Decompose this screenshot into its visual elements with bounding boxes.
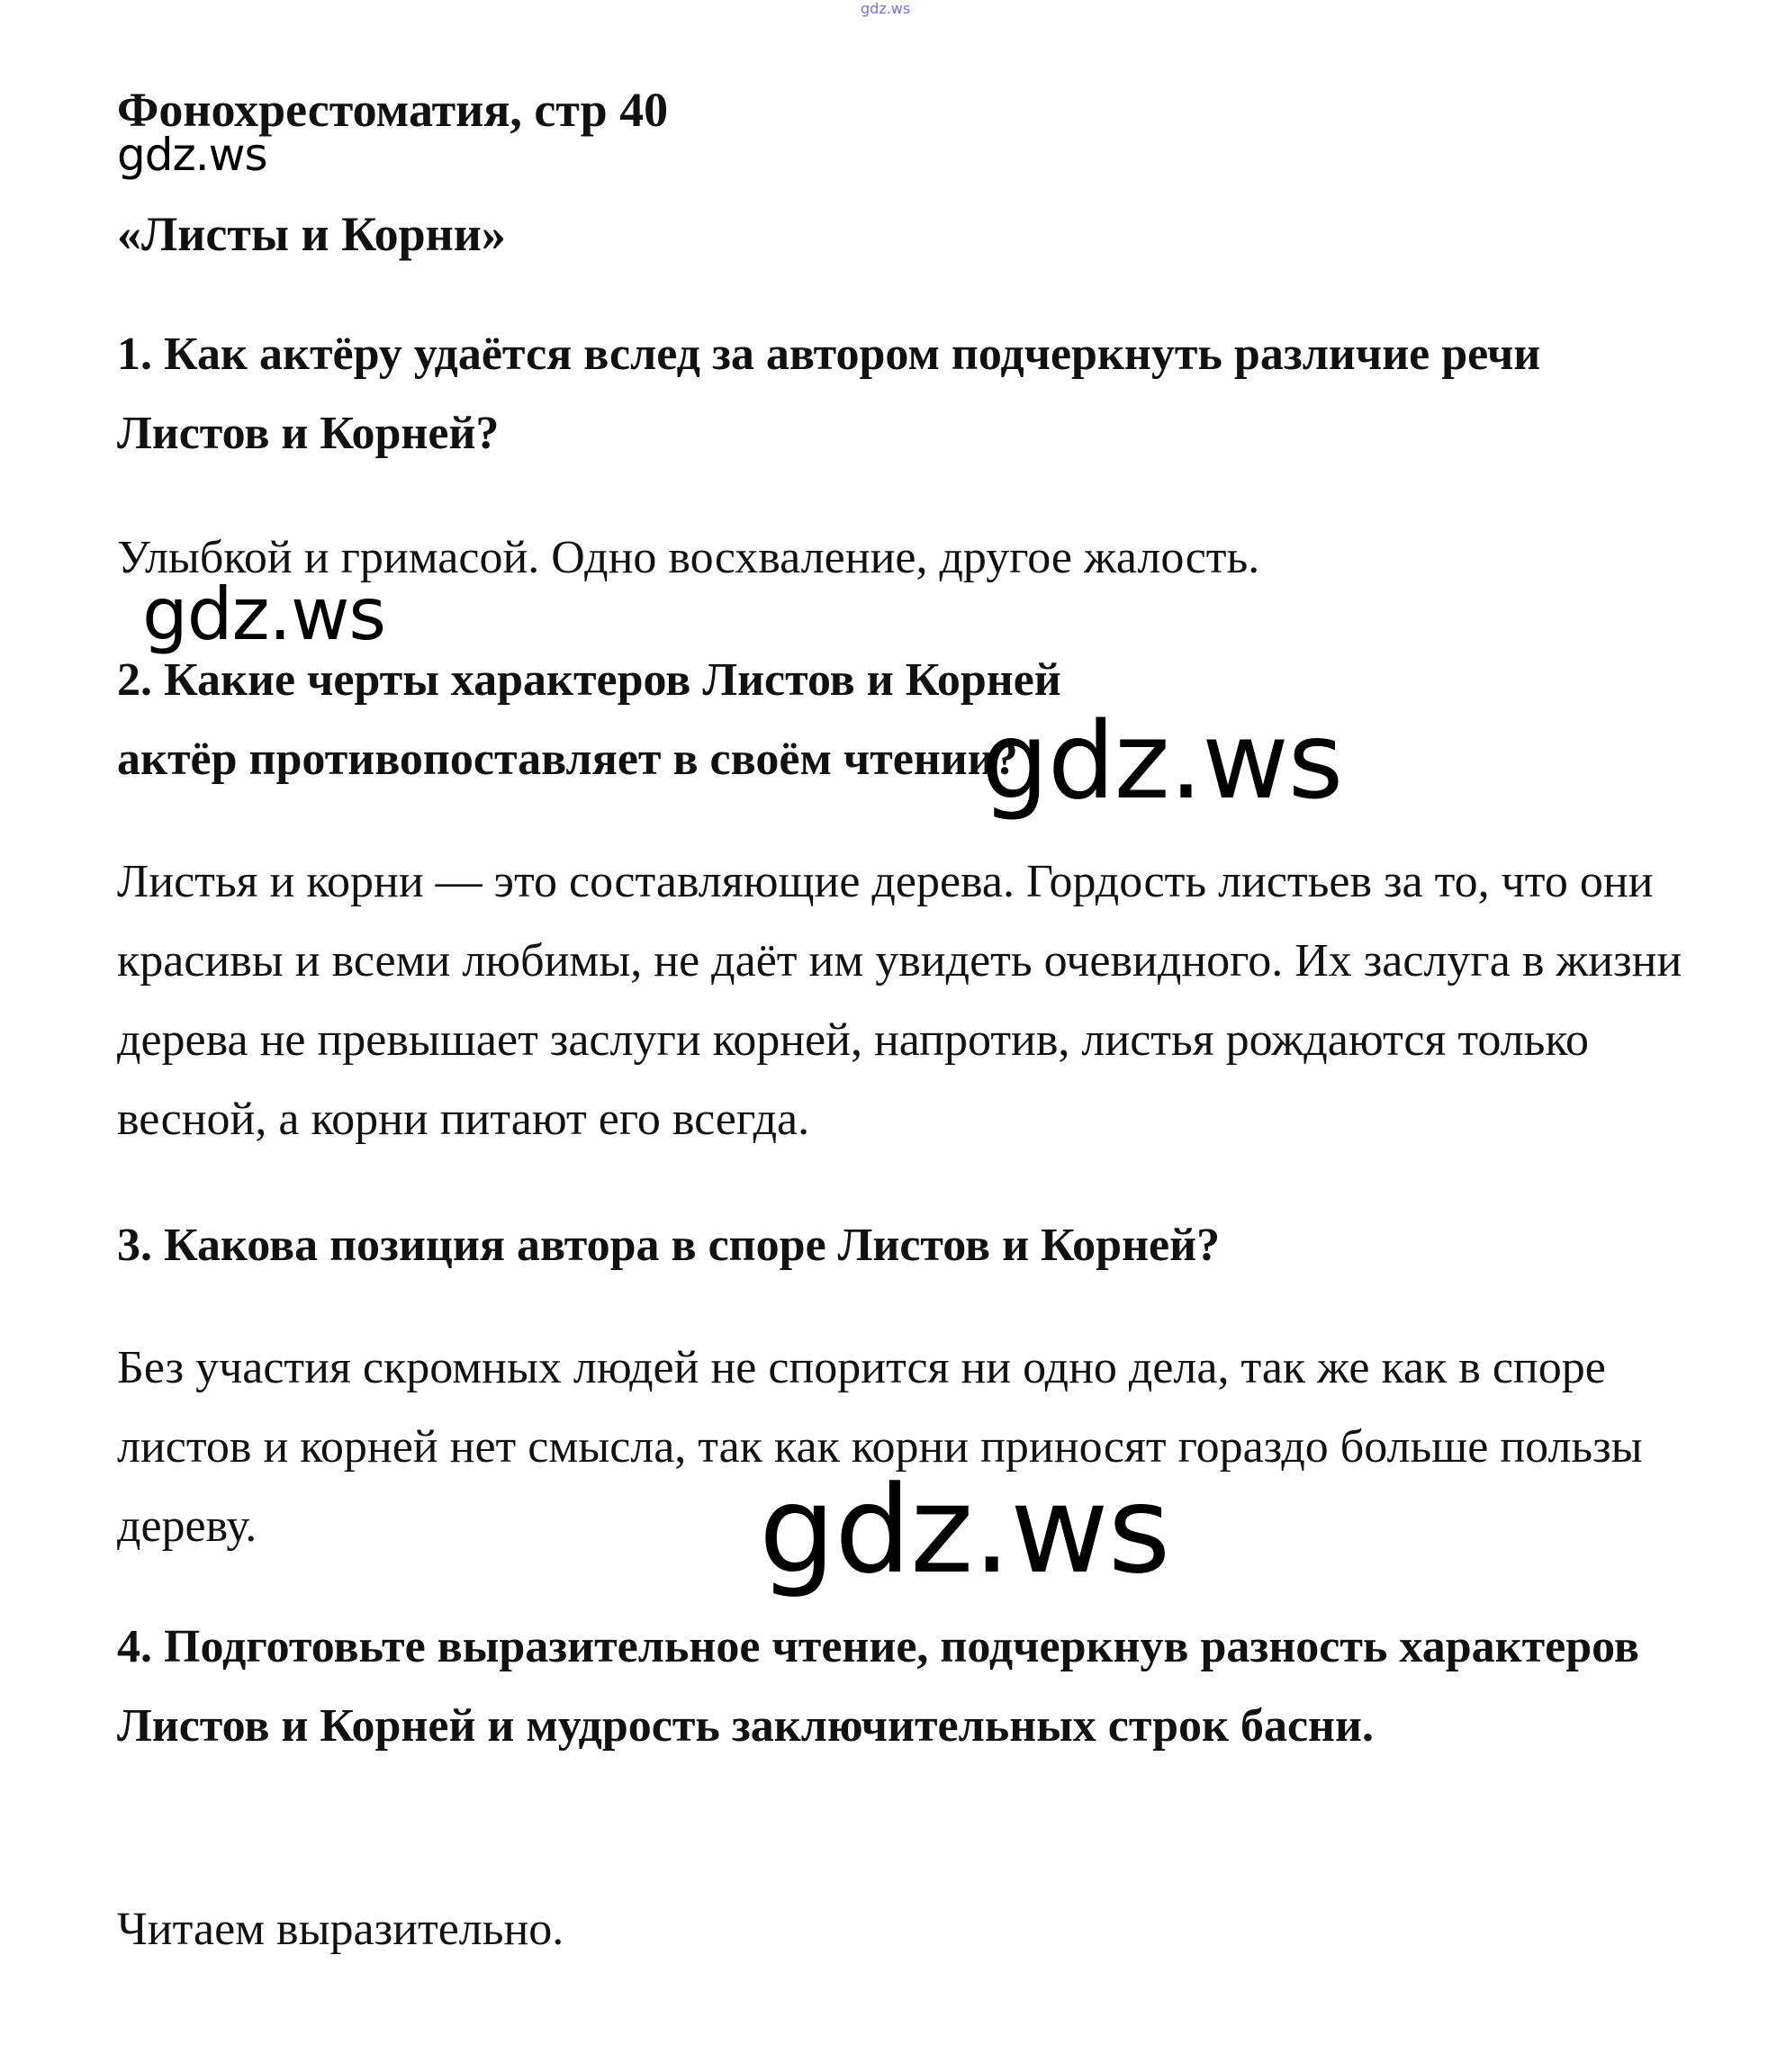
watermark-1: gdz.ws [142, 572, 386, 656]
answer-1: Улыбкой и гримасой. Одно восхваление, другое жалость. [117, 532, 1260, 583]
answer-3: Без участия скромных людей не спорится ни одно дела, так же как в споре листов и корней нет смысла, так как корни приносят гораздо больше пользы дереву. [117, 1342, 1643, 1552]
question-3: 3. Какова позиция автора в споре Листов и Корней? [117, 1220, 1221, 1271]
watermark-small: gdz.ws [117, 129, 267, 181]
question-1: 1. Как актёру удаётся вслед за автором подчеркнуть различие речи Листов и Корней? [117, 329, 1541, 459]
watermark-3: gdz.ws [759, 1460, 1170, 1600]
watermark-2: gdz.ws [981, 698, 1343, 823]
page-title: Фонохрестоматия, стр 40 [117, 83, 669, 137]
top-watermark: gdz.ws [861, 0, 911, 17]
question-4: 4. Подготовьте выразительное чтение, подчеркнув разность характеров Листов и Корней и мудрость заключительных строк басни. [117, 1621, 1639, 1752]
question-2: 2. Какие черты характеров Листов и Корней актёр противопоставляет в своём чтении? [117, 654, 1061, 785]
answer-4: Читаем выразительно. [117, 1904, 564, 1955]
work-title: «Листы и Корни» [117, 207, 506, 261]
answer-2: Листья и корни — это составляющие дерева. Гордость листьев за то, что они красивы и всеми любимы, не даёт им увидеть очевидного. Их заслуга в жизни дерева не превышает заслуги корней, напротив, листья рождаются только весной, а корни питают его всегда. [117, 856, 1682, 1145]
